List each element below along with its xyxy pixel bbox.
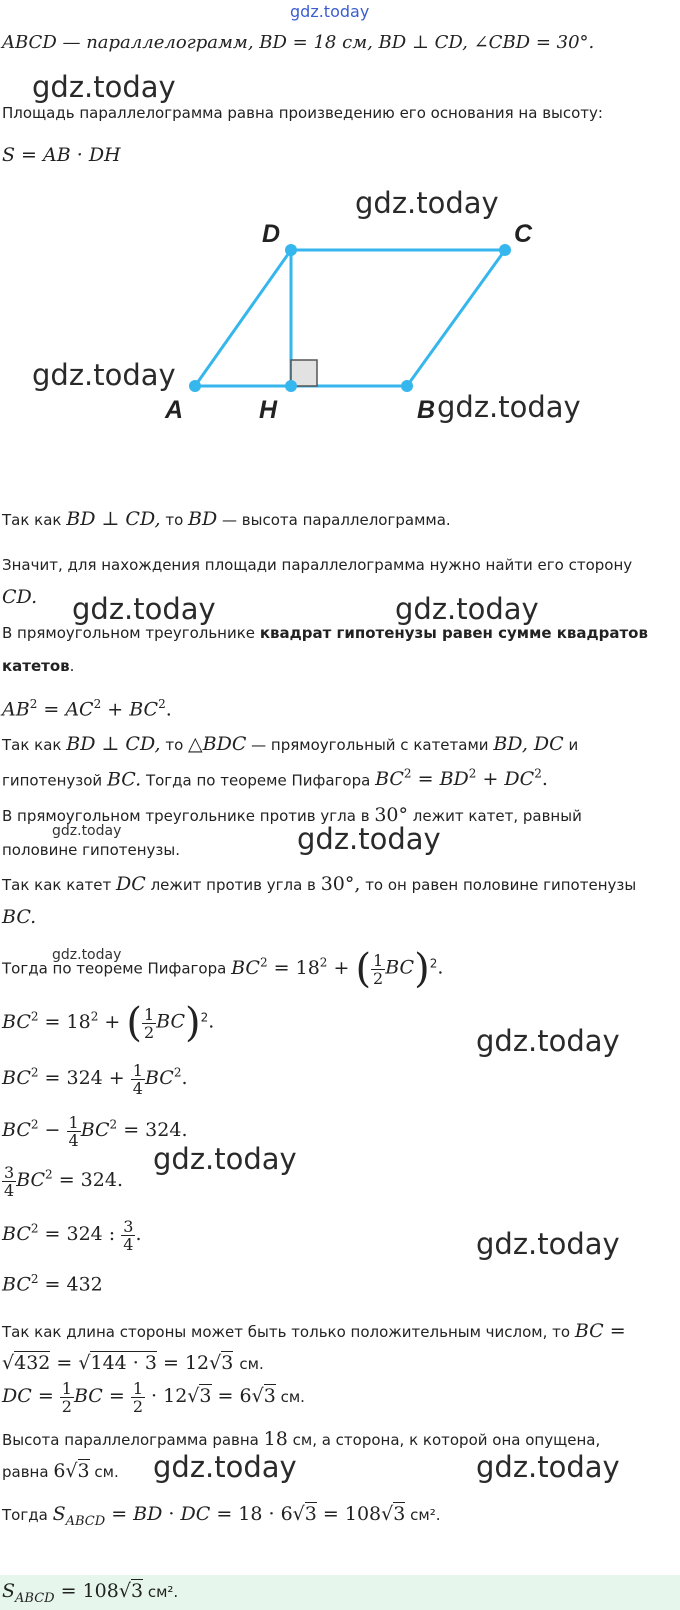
- eq-1: $BC^2 = 18^2$ + ( $\frac{1}{2}$ BC)$^2$.: [2, 1000, 215, 1046]
- angle30-line2: половине гипотенузы.: [2, 841, 180, 859]
- area-rule: Площадь параллелограмма равна произведению его основания на высоту:: [2, 104, 603, 122]
- vertex-label-c: C: [514, 220, 533, 248]
- bdc-line2: гипотенузой BC. Тогда по теореме Пифагора $BC^2 = BD^2 + DC^2$.: [2, 767, 548, 791]
- bc-value: √432 = √144 · 3 = 12√3 см.: [2, 1352, 264, 1374]
- dc-value: DC = $\frac{1}{2}$ BC = $\frac{1}{2}$ · 12√3 = 6√3 см.: [2, 1379, 305, 1416]
- dc-half-line1: Так как катет DC лежит против угла в 30°, то он равен половине гипотенузы: [2, 873, 637, 895]
- watermark: gdz.today: [153, 1450, 297, 1484]
- find-cd-line: Значит, для нахождения площади параллелограмма нужно найти его сторону: [2, 556, 633, 574]
- eq-3: $BC^2$ − $\frac{1}{4}$ $BC^2 = 324$.: [2, 1113, 188, 1150]
- watermark: gdz.today: [32, 358, 176, 392]
- watermark: gdz.today: [476, 1227, 620, 1261]
- pythag-rule-line2: катетов.: [2, 657, 75, 675]
- eq-5: $BC^2 = 324$ : $\frac{3}{4}$ .: [2, 1217, 142, 1254]
- eq-6: $BC^2 = 432$: [2, 1272, 103, 1296]
- vertex-points: [189, 244, 511, 392]
- watermark: gdz.today: [476, 1450, 620, 1484]
- watermark: gdz.today: [355, 186, 499, 220]
- watermark: gdz.today: [476, 1024, 620, 1058]
- dc-half-line2: BC.: [2, 906, 37, 928]
- watermark: gdz.today: [437, 390, 581, 424]
- watermark: gdz.today: [72, 592, 216, 626]
- watermark: gdz.today: [52, 947, 122, 963]
- bdc-line1: Так как BD ⊥ CD, то △BDC — прямоугольный с катетами BD, DC и: [2, 733, 579, 755]
- site-logo[interactable]: gdz.today: [290, 2, 370, 21]
- bd-height-line: Так как BD ⊥ CD, то BD — высота параллелограмма.: [2, 508, 451, 530]
- then-pythag-line: Тогда по теореме Пифагора $BC^2 = 18^2$ + ( $\frac{1}{2}$ BC)$^2$.: [2, 946, 444, 992]
- angle30-line1: В прямоугольном треугольнике против угла в 30° лежит катет, равный: [2, 804, 582, 826]
- vertex-label-h: H: [259, 396, 278, 424]
- cd-label: CD.: [2, 586, 38, 608]
- eq-2: $BC^2 = 324$ + $\frac{1}{4}$ $BC^2$.: [2, 1061, 188, 1098]
- height-line2: равна 6√3 см.: [2, 1460, 119, 1482]
- watermark: gdz.today: [297, 822, 441, 856]
- watermark: gdz.today: [32, 70, 176, 104]
- watermark: gdz.today: [153, 1142, 297, 1176]
- positive-line1: Так как длина стороны может быть только положительным числом, то BC =: [2, 1320, 626, 1342]
- pythag-formula: $AB^2 = AC^2 + BC^2$.: [2, 697, 172, 721]
- vertex-label-b: B: [417, 396, 436, 424]
- parallelogram-shape: [195, 250, 505, 386]
- height-line1: Высота параллелограмма равна 18 см, а сторона, к которой она опущена,: [2, 1428, 601, 1450]
- eq-4: $\frac{3}{4}$ $BC^2 = 324$.: [4, 1163, 123, 1200]
- vertex-label-a: A: [165, 396, 184, 424]
- answer: $S_{ABCD} = 108√3$ см².: [2, 1580, 179, 1606]
- watermark: gdz.today: [52, 823, 122, 839]
- final-area-line: Тогда $S_{ABCD}$ = BD · DC = 18 · 6√3 = 108√3 см².: [2, 1503, 441, 1529]
- given-text: ABCD — параллелограмм, BD = 18 см, BD ⊥ CD, ∠CBD = 30°.: [2, 32, 595, 53]
- vertex-label-d: D: [262, 220, 281, 248]
- parallelogram-diagram: [0, 210, 680, 440]
- given-statement: [2, 32, 594, 53]
- watermark: gdz.today: [395, 592, 539, 626]
- area-formula: S = AB · DH: [2, 144, 121, 166]
- pythag-rule-line1: В прямоугольном треугольнике квадрат гипотенузы равен сумме квадратов: [2, 624, 648, 642]
